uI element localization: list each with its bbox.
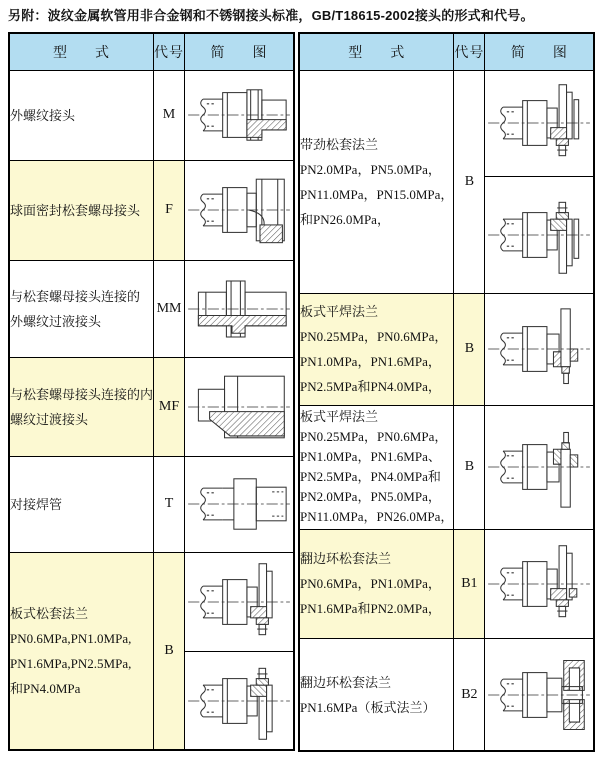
type-line: PN11.0MPa，PN26.0MPa， xyxy=(300,509,454,525)
type-cell xyxy=(9,160,154,260)
col-header-code: 代号 xyxy=(154,33,185,71)
code-cell: B xyxy=(454,70,485,293)
plate-weld-flange-diagram xyxy=(485,307,593,391)
type-line: 螺纹过渡接头 xyxy=(10,411,89,427)
type-line: 外螺纹过液接头 xyxy=(10,313,102,329)
type-line: PN2.0MPa，PN5.0MPa， xyxy=(300,489,441,505)
diagram-cell xyxy=(485,293,595,405)
type-line: PN1.6MPa（板式法兰） xyxy=(300,699,436,715)
type-line: 板式平焊法兰 xyxy=(300,304,379,320)
type-line: PN1.0MPa，PN1.6MPa， xyxy=(300,354,441,370)
diagram-cell xyxy=(185,357,295,456)
type-line: 与松套螺母接头连接的 xyxy=(10,288,141,304)
type-line: PN0.25MPa，PN0.6MPa， xyxy=(300,329,448,345)
diagram-cell xyxy=(185,651,295,750)
type-line: PN2.5MPa和PN4.0MPa， xyxy=(300,379,441,395)
table-row xyxy=(299,405,594,529)
col-header-code: 代号 xyxy=(454,33,485,71)
code-cell: MM xyxy=(154,260,185,357)
diagram-cell xyxy=(185,552,295,651)
diagram-cell xyxy=(485,176,595,293)
col-header-diagram: 简 图 xyxy=(485,33,595,71)
male-thread-fitting-diagram xyxy=(185,73,293,157)
type-line: 板式松套法兰 xyxy=(10,606,89,622)
type-line: 和PN4.0MPa xyxy=(10,681,81,697)
type-line: 带劲松套法兰 xyxy=(300,136,379,152)
necked-loose-flange-top-diagram xyxy=(485,81,593,165)
col-header-diagram: 简 图 xyxy=(185,33,295,71)
table-row xyxy=(9,552,294,651)
code-cell: B xyxy=(454,293,485,405)
table-row xyxy=(9,70,294,160)
butt-weld-pipe-diagram xyxy=(185,462,293,546)
type-line: 翻边环松套法兰 xyxy=(300,674,392,690)
plate-weld-flange-inverted-diagram xyxy=(485,425,593,509)
table-row xyxy=(9,456,294,552)
lapped-ring-loose-flange-diagram xyxy=(485,542,593,626)
code-cell: T xyxy=(154,456,185,552)
plate-loose-flange-bottom-diagram xyxy=(185,659,293,743)
type-line: PN1.0MPa，PN1.6MPa、 xyxy=(300,449,441,465)
type-line: 球面密封松套螺母接头 xyxy=(10,202,141,218)
code-cell: B xyxy=(154,552,185,750)
type-cell xyxy=(299,638,454,751)
diagram-cell xyxy=(485,405,595,529)
diagram-cell xyxy=(185,456,295,552)
type-line: PN1.6MPa和PN2.0MPa， xyxy=(300,601,441,617)
type-line: PN0.25MPa，PN0.6MPa， xyxy=(300,429,448,445)
type-line: 与松套螺母接头连接的内 xyxy=(10,386,154,402)
right-table xyxy=(298,32,595,753)
type-cell xyxy=(9,456,154,552)
type-line: 对接焊管 xyxy=(10,496,63,512)
type-line: 外螺纹接头 xyxy=(10,107,76,123)
page-title-note: 另附：波纹金属软管用非合金钢和不锈钢接头标准，GB/T18615-2002接头的形式和代号。 xyxy=(8,8,534,23)
male-thread-adapter-diagram xyxy=(185,267,293,351)
col-header-type: 型 式 xyxy=(9,33,154,71)
type-cell xyxy=(9,70,154,160)
type-line: PN11.0MPa，PN15.0MPa， xyxy=(300,186,454,202)
table-row xyxy=(9,160,294,260)
type-cell xyxy=(299,405,454,529)
necked-loose-flange-bottom-diagram xyxy=(485,193,593,277)
type-line: PN0.6MPa,PN1.0MPa, xyxy=(10,631,132,647)
plate-loose-flange-top-diagram xyxy=(185,560,293,644)
code-cell: B xyxy=(454,405,485,529)
type-line: PN2.5MPa，PN4.0MPa和 xyxy=(300,469,441,485)
type-line: 翻边环松套法兰 xyxy=(300,551,392,567)
table-row xyxy=(299,529,594,638)
type-cell xyxy=(299,293,454,405)
female-thread-adapter-diagram xyxy=(185,365,293,449)
lapped-ring-plate-flange-diagram xyxy=(485,653,593,737)
diagram-cell xyxy=(485,70,595,176)
type-line: PN2.0MPa，PN5.0MPa， xyxy=(300,161,441,177)
col-header-type: 型 式 xyxy=(299,33,454,71)
type-line: PN0.6MPa，PN1.0MPa， xyxy=(300,576,441,592)
table-row xyxy=(299,70,594,176)
right-header-row xyxy=(299,33,594,71)
tables-container xyxy=(8,32,594,753)
code-cell: M xyxy=(154,70,185,160)
type-cell xyxy=(9,357,154,456)
left-header-row xyxy=(9,33,294,71)
diagram-cell xyxy=(485,529,595,638)
diagram-cell xyxy=(185,160,295,260)
type-line: PN1.6MPa,PN2.5MPa, xyxy=(10,656,132,672)
left-table xyxy=(8,32,295,752)
type-line: 板式平焊法兰 xyxy=(300,409,379,425)
type-cell xyxy=(299,529,454,638)
diagram-cell xyxy=(185,70,295,160)
table-row xyxy=(9,357,294,456)
table-row xyxy=(299,293,594,405)
type-cell xyxy=(9,260,154,357)
table-row xyxy=(9,260,294,357)
code-cell: MF xyxy=(154,357,185,456)
code-cell: B1 xyxy=(454,529,485,638)
type-line: 和PN26.0MPa， xyxy=(300,211,390,227)
diagram-cell xyxy=(485,638,595,751)
spherical-seal-swivel-nut-fitting-diagram xyxy=(185,168,293,252)
type-cell xyxy=(9,552,154,750)
table-row xyxy=(299,638,594,751)
code-cell: F xyxy=(154,160,185,260)
code-cell: B2 xyxy=(454,638,485,751)
diagram-cell xyxy=(185,260,295,357)
type-cell xyxy=(299,70,454,293)
